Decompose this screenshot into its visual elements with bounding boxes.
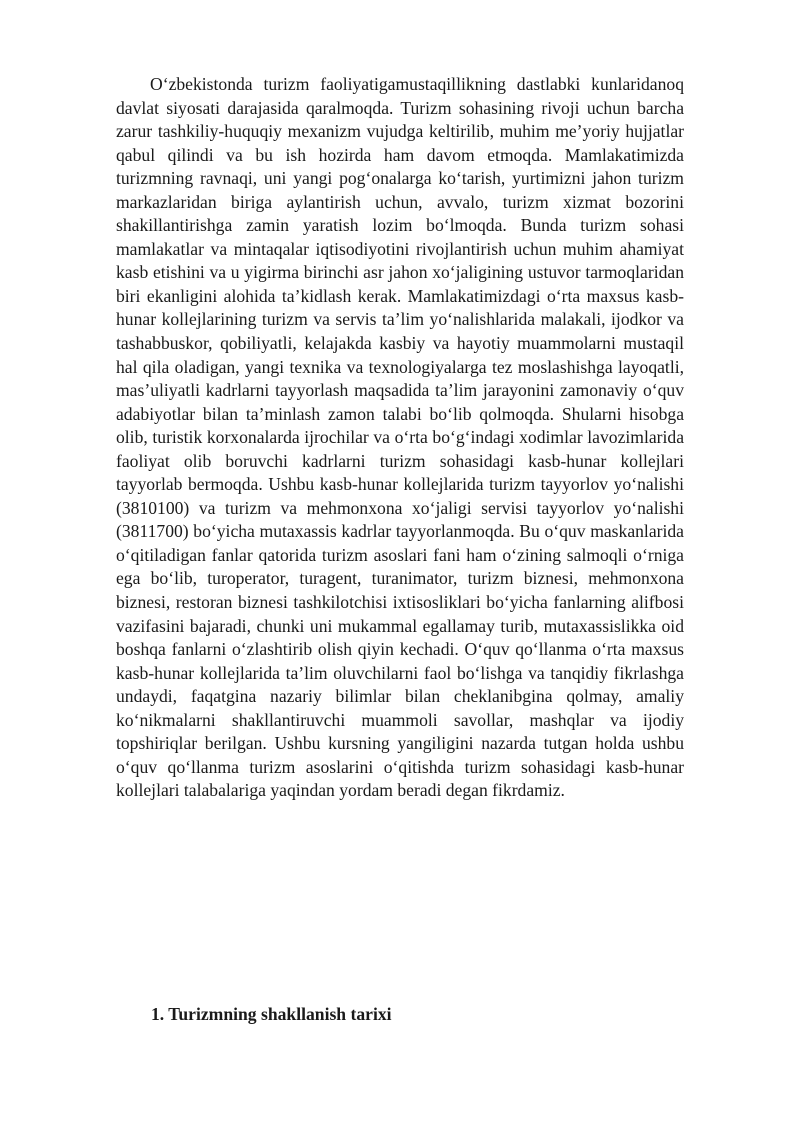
section-heading: 1. Turizmning shakllanish tarixi: [151, 1004, 392, 1024]
body-paragraph: O‘zbekistonda turizm faoliyatigamustaqillikning dastlabki kunlaridanoq davlat siyosati darajasida qaralmoqda. Turizm sohasining rivoji uchun barcha zarur tashkiliy-huquqiy mexanizm vujudga keltirilib, muhim me’yoriy hujjatlar qabul qilindi va bu ish hozirda ham davom etmoqda. Mamlakatimizda turizmning ravnaqi, uni yangi pog‘onalarga ko‘tarish, yurtimizni jahon turizm markazlaridan biriga aylantirish uchun, avvalo, turizm xizmat bozorini shakillantirishga zamin yaratish lozim bo‘lmoqda. Bunda turizm sohasi mamlakatlar va mintaqalar iqtisodiyotini rivojlantirish uchun muhim ahamiyat kasb etishini va u yigirma birinchi asr jahon xo‘jaligining ustuvor tarmoqlaridan biri ekanligini alohida ta’kidlash kerak. Mamlakatimizdagi o‘rta maxsus kasb-hunar kollejlarining turizm va servis ta’lim yo‘nalishlarida malakali, ijodkor va tashabbuskor, qobiliyatli, kelajakda kasbiy va hayotiy muammolarni mustaqil hal qila oladigan, yangi texnika va texnologiyalarga tez moslashishga layoqatli, mas’uliyatli kadrlarni tayyorlash maqsadida ta’lim jarayonini zamonaviy o‘quv adabiyotlar bilan ta’minlash zamon talabi bo‘lib qolmoqda. Shularni hisobga olib, turistik korxonalarda ijrochilar va o‘rta bo‘g‘indagi xodimlar lavozimlarida faoliyat olib boruvchi kadrlarni turizm sohasidagi kasb-hunar kollejlari tayyorlab bermoqda. Ushbu kasb-hunar kollejlarida turizm tayyorlov yo‘nalishi (3810100) va turizm va mehmonxona xo‘jaligi servisi tayyorlov yo‘nalishi (3811700) bo‘yicha mutaxassis kadrlar tayyorlanmoqda. Bu o‘quv maskanlarida o‘qitiladigan fanlar qatorida turizm asoslari fani ham o‘zining salmoqli o‘rniga ega bo‘lib, turoperator, turagent, turanimator, turizm biznesi, mehmonxona biznesi, restoran biznesi tashkilotchisi ixtisosliklari bo‘yicha fanlarning alifbosi vazifasini bajaradi, chunki uni mukammal egallamay turib, mutaxassislikka oid boshqa fanlarni o‘zlashtirib olish qiyin kechadi. O‘quv qo‘llanma o‘rta maxsus kasb-hunar kollejlarida ta’lim oluvchilarni faol bo‘lishga va tanqidiy fikrlashga undaydi, faqatgina nazariy bilimlar bilan cheklanibgina qolmay, amaliy ko‘nikmalarni shakllantiruvchi muammoli savollar, mashqlar va ijodiy topshiriqlar berilgan. Ushbu kursning yangiligini nazarda tutgan holda ushbu o‘quv qo‘llanma turizm asoslarini o‘qitishda turizm sohasidagi kasb-hunar kollejlari talabalariga yaqindan yordam beradi degan fikrdamiz.: [116, 74, 684, 801]
